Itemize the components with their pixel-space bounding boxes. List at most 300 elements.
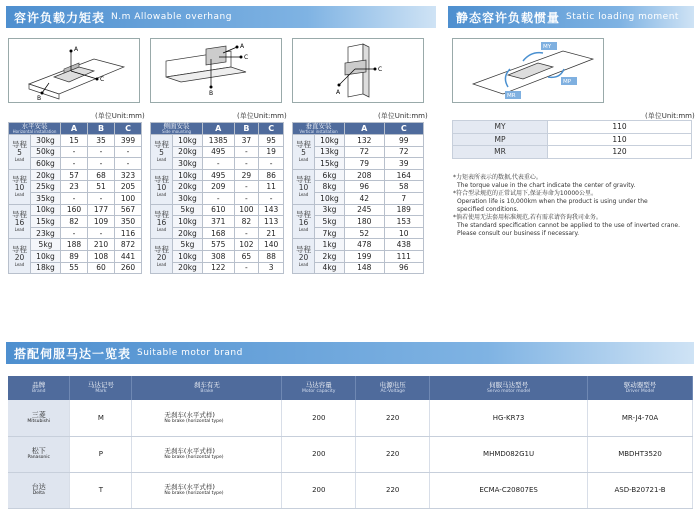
brake-en: No brake (horizontal type) bbox=[164, 418, 224, 424]
value-cell: 478 bbox=[345, 239, 385, 251]
value-cell: - bbox=[88, 192, 115, 204]
mass-cell: 30kg bbox=[31, 135, 61, 147]
mass-cell: 2kg bbox=[315, 250, 345, 262]
mass-cell: 5kg bbox=[31, 239, 61, 251]
svg-text:C: C bbox=[244, 54, 249, 61]
mass-cell: 15kg bbox=[315, 158, 345, 170]
header-en: Mark bbox=[95, 389, 107, 394]
capacity-cell: 200 bbox=[282, 400, 356, 436]
lead-value: 20 bbox=[156, 252, 167, 262]
mass-cell: 5kg bbox=[173, 204, 203, 216]
table-row bbox=[9, 169, 142, 181]
svg-text:MR: MR bbox=[507, 93, 516, 99]
value-cell: 350 bbox=[115, 216, 142, 228]
capacity-cell: 200 bbox=[282, 436, 356, 472]
value-cell: 7 bbox=[384, 192, 424, 204]
svg-text:A: A bbox=[240, 43, 245, 50]
side-diagram bbox=[150, 38, 282, 103]
table-row bbox=[9, 204, 142, 216]
lead-en: Lead bbox=[156, 157, 167, 163]
mass-cell: 23kg bbox=[31, 227, 61, 239]
column-header: C bbox=[115, 123, 142, 135]
value-cell: 11 bbox=[259, 181, 284, 193]
note-line: *符合型录规范的正常试用下,保证寿命为10000公里。 bbox=[453, 190, 597, 197]
svg-text:A: A bbox=[336, 89, 341, 96]
value-cell: - bbox=[61, 227, 88, 239]
value-cell: 51 bbox=[88, 181, 115, 193]
value-cell: 872 bbox=[115, 239, 142, 251]
value-cell: 108 bbox=[88, 250, 115, 262]
table-title bbox=[293, 123, 345, 135]
lead-en: Lead bbox=[298, 261, 309, 267]
value-cell: 140 bbox=[259, 239, 284, 251]
note-line: Operation life is 10,000km when the product is using under the bbox=[457, 198, 648, 205]
value-cell: - bbox=[61, 146, 88, 158]
column-header: A bbox=[61, 123, 88, 135]
value-cell: 21 bbox=[259, 227, 284, 239]
value-cell: - bbox=[203, 158, 235, 170]
value-cell: - bbox=[234, 227, 259, 239]
lead-en: Lead bbox=[156, 192, 167, 198]
value-cell: 82 bbox=[234, 216, 259, 228]
mass-cell: 10kg bbox=[173, 250, 203, 262]
column-header: A bbox=[345, 123, 385, 135]
header-zh: 品牌 bbox=[32, 381, 46, 389]
mass-cell: 1kg bbox=[315, 239, 345, 251]
header-zh: 刹车有无 bbox=[193, 381, 220, 389]
mass-cell: 10kg bbox=[31, 204, 61, 216]
svg-text:C: C bbox=[100, 76, 105, 83]
value-cell: - bbox=[259, 192, 284, 204]
svg-text:B: B bbox=[37, 95, 42, 102]
table-title-zh: 侧面安装 bbox=[163, 122, 190, 130]
mark-cell: M bbox=[70, 400, 132, 436]
brake-en: No brake (horizontal type) bbox=[164, 455, 224, 460]
motor-row bbox=[8, 400, 693, 436]
value-cell: 188 bbox=[61, 239, 88, 251]
moment-label: MR bbox=[453, 146, 548, 159]
motor-column-header bbox=[430, 376, 588, 400]
value-cell: 100 bbox=[115, 192, 142, 204]
mass-cell: 25kg bbox=[31, 181, 61, 193]
lead-value: 10 bbox=[298, 183, 309, 193]
value-cell: 72 bbox=[384, 146, 424, 158]
value-cell: 99 bbox=[384, 135, 424, 147]
lead-zh: 导程 bbox=[12, 244, 27, 254]
value-cell: 399 bbox=[115, 135, 142, 147]
value-cell: 575 bbox=[203, 239, 235, 251]
value-cell: 209 bbox=[203, 181, 235, 193]
value-cell: 23 bbox=[61, 181, 88, 193]
static-loading-header: 静态容许负载惯量 Static loading moment bbox=[448, 6, 694, 28]
column-header: B bbox=[88, 123, 115, 135]
table-title-en: Vertical installation bbox=[299, 129, 338, 134]
header-en: Brake bbox=[200, 389, 214, 394]
lead-en: Lead bbox=[298, 192, 309, 198]
header-en: Driver Model bbox=[625, 389, 655, 394]
value-cell: - bbox=[234, 262, 259, 274]
voltage-cell: 220 bbox=[356, 472, 430, 508]
table-row bbox=[9, 239, 142, 251]
value-cell: 52 bbox=[345, 227, 385, 239]
table-title-en: Side mounting bbox=[161, 129, 192, 134]
brake-zh: 无刹车(水平式样) bbox=[164, 447, 215, 455]
driver-model-cell: MBDHT3520 bbox=[588, 436, 693, 472]
table-title-en: Horizontal installation bbox=[12, 129, 57, 134]
value-cell: 72 bbox=[345, 146, 385, 158]
mass-cell: 20kg bbox=[173, 262, 203, 274]
brand-en: Mitsubishi bbox=[27, 418, 51, 424]
motor-column-header bbox=[132, 376, 282, 400]
value-cell: 208 bbox=[345, 169, 385, 181]
value-cell: 495 bbox=[203, 146, 235, 158]
lead-zh: 导程 bbox=[154, 175, 169, 185]
table-row bbox=[151, 239, 284, 251]
moment-label: MY bbox=[453, 121, 548, 134]
header-en: Servo motor model bbox=[486, 389, 531, 394]
lead-zh: 导程 bbox=[154, 140, 169, 150]
value-cell: 102 bbox=[234, 239, 259, 251]
column-header: C bbox=[384, 123, 424, 135]
note-line: The torque value in the chart indicate the center of gravity. bbox=[457, 182, 636, 189]
table-row bbox=[293, 135, 424, 147]
capacity-cell: 200 bbox=[282, 472, 356, 508]
table-title-zh: 水平安装 bbox=[21, 122, 48, 130]
svg-text:MY: MY bbox=[543, 44, 552, 50]
lead-zh: 导程 bbox=[296, 175, 311, 185]
value-cell: - bbox=[115, 146, 142, 158]
brand-en: Panasonic bbox=[27, 455, 50, 460]
value-cell: 15 bbox=[61, 135, 88, 147]
lead-value: 20 bbox=[298, 252, 309, 262]
lead-zh: 导程 bbox=[12, 140, 27, 150]
lead-cell bbox=[9, 169, 31, 204]
mass-cell: 5kg bbox=[173, 239, 203, 251]
note-line: The standard specification cannot be applied to the use of inverted crane. bbox=[457, 222, 680, 229]
lead-value: 10 bbox=[14, 183, 25, 193]
lead-en: Lead bbox=[14, 192, 25, 198]
brake-cell bbox=[132, 400, 282, 436]
motor-table bbox=[8, 376, 693, 509]
static-moment-row bbox=[453, 133, 692, 146]
lead-cell bbox=[151, 204, 173, 239]
value-cell: 148 bbox=[345, 262, 385, 274]
value-cell: 308 bbox=[203, 250, 235, 262]
mass-cell: 3kg bbox=[315, 204, 345, 216]
lead-en: Lead bbox=[14, 261, 25, 267]
lead-value: 16 bbox=[14, 217, 25, 227]
header-en: Motor capacity bbox=[302, 389, 336, 394]
moment-value: 110 bbox=[548, 133, 692, 146]
static-moment-row bbox=[453, 121, 692, 134]
mass-cell: 30kg bbox=[173, 158, 203, 170]
table-row bbox=[293, 169, 424, 181]
value-cell: 10 bbox=[384, 227, 424, 239]
value-cell: 260 bbox=[115, 262, 142, 274]
column-header: C bbox=[259, 123, 284, 135]
horizontal-diagram bbox=[8, 38, 140, 103]
mass-cell: 10kg bbox=[31, 250, 61, 262]
table-title bbox=[151, 123, 203, 135]
lead-cell bbox=[151, 239, 173, 274]
static-moment-row bbox=[453, 146, 692, 159]
lead-en: Lead bbox=[298, 226, 309, 232]
brand-cell bbox=[8, 436, 70, 472]
brake-en: No brake (horizontal type) bbox=[164, 491, 224, 496]
value-cell: 29 bbox=[234, 169, 259, 181]
value-cell: 323 bbox=[115, 169, 142, 181]
brand-cell bbox=[8, 472, 70, 508]
lead-value: 5 bbox=[159, 148, 164, 158]
value-cell: 189 bbox=[384, 204, 424, 216]
lead-zh: 导程 bbox=[296, 209, 311, 219]
lead-cell bbox=[151, 135, 173, 170]
value-cell: 65 bbox=[234, 250, 259, 262]
table-row bbox=[151, 169, 284, 181]
value-cell: 168 bbox=[203, 227, 235, 239]
value-cell: 160 bbox=[61, 204, 88, 216]
lead-value: 16 bbox=[156, 217, 167, 227]
value-cell: 82 bbox=[61, 216, 88, 228]
note-line: *倘若使用无法套用标准规范,若有需求请咨询我司业务。 bbox=[453, 214, 602, 221]
lead-en: Lead bbox=[156, 226, 167, 232]
mass-cell: 20kg bbox=[173, 181, 203, 193]
svg-text:B: B bbox=[209, 90, 214, 97]
mass-cell: 60kg bbox=[31, 158, 61, 170]
lead-cell bbox=[293, 204, 315, 239]
lead-en: Lead bbox=[14, 226, 25, 232]
lead-en: Lead bbox=[156, 261, 167, 267]
header-zh: 马达记号 bbox=[87, 381, 114, 389]
value-cell: 89 bbox=[61, 250, 88, 262]
mass-cell: 13kg bbox=[315, 146, 345, 158]
value-cell: 205 bbox=[115, 181, 142, 193]
value-cell: 132 bbox=[345, 135, 385, 147]
table-row bbox=[293, 239, 424, 251]
value-cell: 1385 bbox=[203, 135, 235, 147]
header-en: AC-Voltage bbox=[380, 389, 405, 394]
value-cell: - bbox=[234, 146, 259, 158]
brake-zh: 无刹车(水平式样) bbox=[164, 483, 215, 491]
value-cell: 35 bbox=[88, 135, 115, 147]
header-en: Brand bbox=[32, 389, 46, 394]
mass-cell: 50kg bbox=[31, 146, 61, 158]
notes bbox=[453, 174, 698, 238]
value-cell: 55 bbox=[61, 262, 88, 274]
vertical-table bbox=[292, 122, 424, 274]
lead-zh: 导程 bbox=[296, 140, 311, 150]
vertical-diagram bbox=[292, 38, 424, 103]
mass-cell: 7kg bbox=[315, 227, 345, 239]
lead-value: 5 bbox=[301, 148, 306, 158]
servo-model-cell: ECMA-C20807ES bbox=[430, 472, 588, 508]
svg-text:C: C bbox=[378, 66, 383, 73]
value-cell: - bbox=[88, 158, 115, 170]
value-cell: - bbox=[234, 192, 259, 204]
header-zh: 马达容量 bbox=[305, 381, 332, 389]
lead-value: 10 bbox=[156, 183, 167, 193]
motor-brand-header: 搭配伺服马达一览表 Suitable motor brand bbox=[6, 342, 694, 364]
lead-zh: 导程 bbox=[12, 175, 27, 185]
value-cell: - bbox=[88, 227, 115, 239]
value-cell: 95 bbox=[259, 135, 284, 147]
mass-cell: 10kg bbox=[315, 135, 345, 147]
value-cell: 79 bbox=[345, 158, 385, 170]
value-cell: - bbox=[234, 158, 259, 170]
column-header: B bbox=[234, 123, 259, 135]
value-cell: 37 bbox=[234, 135, 259, 147]
value-cell: - bbox=[115, 158, 142, 170]
voltage-cell: 220 bbox=[356, 400, 430, 436]
mass-cell: 10kg bbox=[173, 169, 203, 181]
value-cell: 143 bbox=[259, 204, 284, 216]
motor-column-header bbox=[70, 376, 132, 400]
brand-zh: 台达 bbox=[31, 483, 46, 491]
value-cell: - bbox=[61, 192, 88, 204]
lead-zh: 导程 bbox=[12, 209, 27, 219]
table-row bbox=[9, 135, 142, 147]
mass-cell: 10kg bbox=[173, 135, 203, 147]
svg-text:MP: MP bbox=[563, 79, 572, 85]
lead-cell bbox=[293, 239, 315, 274]
moment-value: 110 bbox=[548, 121, 692, 134]
lead-zh: 导程 bbox=[154, 209, 169, 219]
value-cell: 199 bbox=[345, 250, 385, 262]
motor-column-header bbox=[8, 376, 70, 400]
header-zh: 伺服马达型号 bbox=[489, 381, 529, 389]
lead-value: 20 bbox=[14, 252, 25, 262]
table-row bbox=[151, 135, 284, 147]
value-cell: 109 bbox=[88, 216, 115, 228]
motor-column-header bbox=[356, 376, 430, 400]
mass-cell: 8kg bbox=[315, 181, 345, 193]
value-cell: 180 bbox=[345, 216, 385, 228]
lead-value: 16 bbox=[298, 217, 309, 227]
lead-cell bbox=[151, 169, 173, 204]
lead-cell bbox=[293, 169, 315, 204]
motor-column-header bbox=[282, 376, 356, 400]
value-cell: 495 bbox=[203, 169, 235, 181]
value-cell: 210 bbox=[88, 239, 115, 251]
allowable-overhang-header: 容许负载力矩表 N.m Allowable overhang bbox=[6, 6, 436, 28]
mass-cell: 20kg bbox=[173, 227, 203, 239]
motor-column-header bbox=[588, 376, 693, 400]
value-cell: 96 bbox=[345, 181, 385, 193]
value-cell: 39 bbox=[384, 158, 424, 170]
note-line: Please consult our business if necessary. bbox=[457, 230, 580, 237]
value-cell: 371 bbox=[203, 216, 235, 228]
value-cell: - bbox=[259, 158, 284, 170]
header-zh: 驱动器型号 bbox=[623, 381, 657, 389]
table-row bbox=[151, 204, 284, 216]
brand-zh: 三菱 bbox=[31, 410, 46, 419]
value-cell: 57 bbox=[61, 169, 88, 181]
value-cell: 113 bbox=[259, 216, 284, 228]
lead-cell bbox=[9, 239, 31, 274]
mark-cell: T bbox=[70, 472, 132, 508]
unit-label-3: (单位Unit:mm) bbox=[378, 112, 428, 120]
value-cell: 153 bbox=[384, 216, 424, 228]
value-cell: 438 bbox=[384, 239, 424, 251]
brake-cell bbox=[132, 472, 282, 508]
value-cell: 164 bbox=[384, 169, 424, 181]
value-cell: 245 bbox=[345, 204, 385, 216]
value-cell: 68 bbox=[88, 169, 115, 181]
moment-label: MP bbox=[453, 133, 548, 146]
lead-zh: 导程 bbox=[154, 244, 169, 254]
value-cell: 100 bbox=[234, 204, 259, 216]
value-cell: 111 bbox=[384, 250, 424, 262]
mass-cell: 5kg bbox=[315, 216, 345, 228]
value-cell: 42 bbox=[345, 192, 385, 204]
mass-cell: 10kg bbox=[173, 216, 203, 228]
unit-label-2: (单位Unit:mm) bbox=[237, 112, 287, 120]
motor-row bbox=[8, 472, 693, 508]
value-cell: 441 bbox=[115, 250, 142, 262]
mass-cell: 6kg bbox=[315, 169, 345, 181]
note-line: specified conditions. bbox=[457, 206, 519, 213]
lead-cell bbox=[9, 204, 31, 239]
value-cell: - bbox=[88, 146, 115, 158]
mark-cell: P bbox=[70, 436, 132, 472]
mass-cell: 20kg bbox=[31, 169, 61, 181]
lead-en: Lead bbox=[298, 157, 309, 163]
voltage-cell: 220 bbox=[356, 436, 430, 472]
table-title-zh: 垂直安装 bbox=[305, 122, 332, 130]
lead-cell bbox=[9, 135, 31, 170]
mass-cell: 15kg bbox=[31, 216, 61, 228]
value-cell: 88 bbox=[259, 250, 284, 262]
value-cell: 96 bbox=[384, 262, 424, 274]
unit-label-1: (单位Unit:mm) bbox=[95, 112, 145, 120]
moment-value: 120 bbox=[548, 146, 692, 159]
mass-cell: 4kg bbox=[315, 262, 345, 274]
mass-cell: 10kg bbox=[315, 192, 345, 204]
value-cell: 567 bbox=[115, 204, 142, 216]
static-moment-diagram bbox=[452, 38, 604, 103]
mass-cell: 18kg bbox=[31, 262, 61, 274]
value-cell: - bbox=[234, 181, 259, 193]
table-row bbox=[293, 204, 424, 216]
value-cell: 610 bbox=[203, 204, 235, 216]
servo-model-cell: HG-KR73 bbox=[430, 400, 588, 436]
value-cell: 122 bbox=[203, 262, 235, 274]
side-table bbox=[150, 122, 284, 274]
unit-label-4: (单位Unit:mm) bbox=[645, 112, 695, 120]
brand-en: Delta bbox=[32, 491, 45, 496]
brand-cell bbox=[8, 400, 70, 436]
table-title bbox=[9, 123, 61, 135]
svg-text:A: A bbox=[74, 46, 79, 53]
value-cell: 177 bbox=[88, 204, 115, 216]
horizontal-table bbox=[8, 122, 142, 274]
value-cell: 3 bbox=[259, 262, 284, 274]
value-cell: 19 bbox=[259, 146, 284, 158]
lead-zh: 导程 bbox=[296, 244, 311, 254]
lead-cell bbox=[293, 135, 315, 170]
column-header: A bbox=[203, 123, 235, 135]
motor-row bbox=[8, 436, 693, 472]
lead-value: 5 bbox=[17, 148, 22, 158]
note-line: *力矩表所表示的数据,代表重心。 bbox=[453, 174, 542, 181]
servo-model-cell: MHMD082G1U bbox=[430, 436, 588, 472]
driver-model-cell: ASD-B20721-B bbox=[588, 472, 693, 508]
value-cell: - bbox=[61, 158, 88, 170]
mass-cell: 20kg bbox=[173, 146, 203, 158]
value-cell: 86 bbox=[259, 169, 284, 181]
mass-cell: 30kg bbox=[173, 192, 203, 204]
value-cell: 58 bbox=[384, 181, 424, 193]
